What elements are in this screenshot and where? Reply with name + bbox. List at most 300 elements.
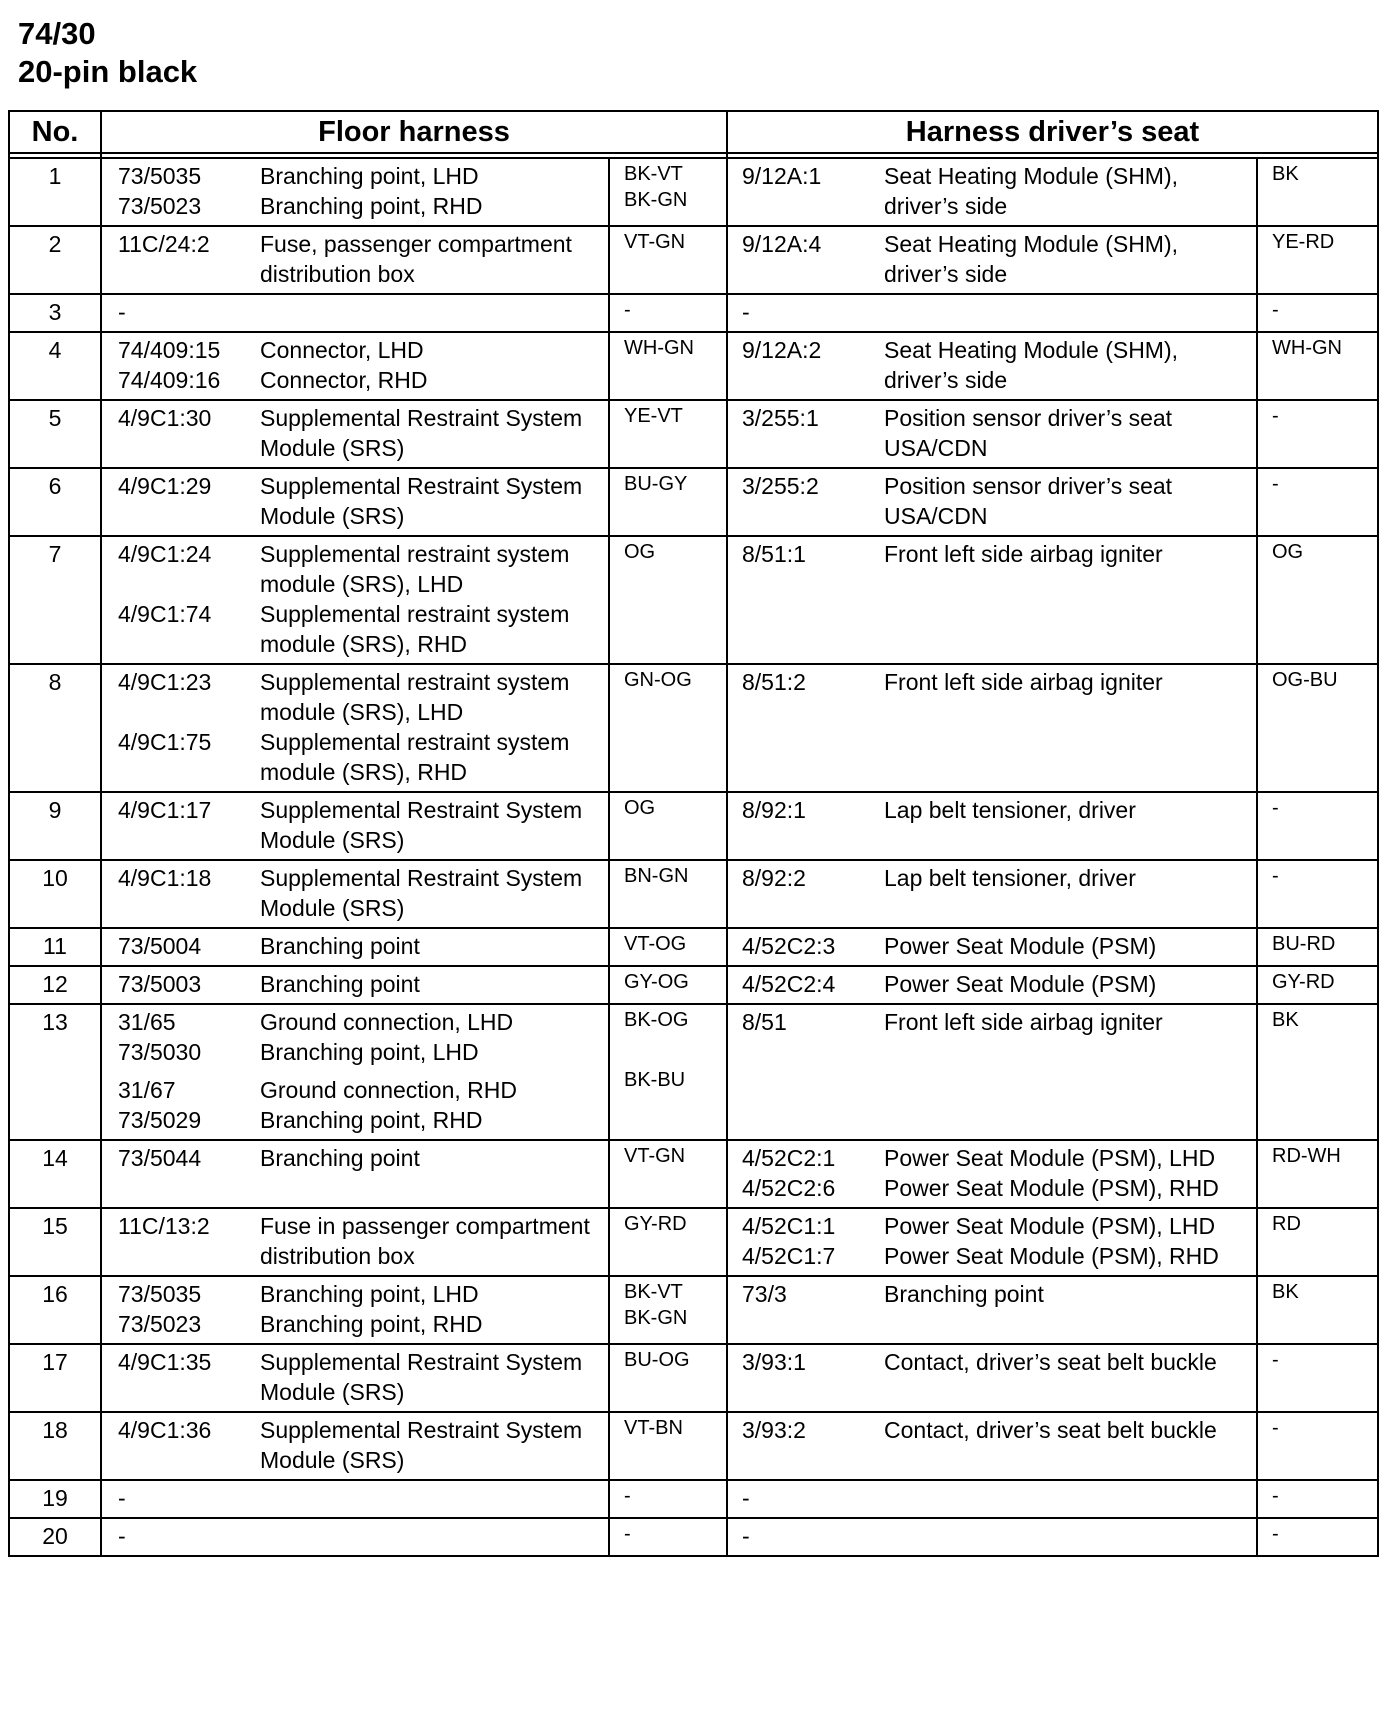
seat-connector-code: 9/12A:1 xyxy=(742,163,822,189)
floor-harness-entry xyxy=(118,599,608,659)
floor-connector-code: 4/9C1:74 xyxy=(118,601,212,627)
seat-component-desc: Contact, driver’s seat belt buckle xyxy=(884,1417,1217,1443)
seat-harness-entry xyxy=(742,297,1256,327)
seat-harness-cell xyxy=(727,860,1257,928)
floor-harness-cell xyxy=(101,536,609,664)
seat-connector-code: - xyxy=(742,299,750,325)
seat-harness-cell xyxy=(727,1004,1257,1140)
floor-connector-code: - xyxy=(118,299,126,325)
floor-wire-color-cell xyxy=(609,966,727,1004)
seat-harness-cell xyxy=(727,1140,1257,1208)
pin-number: 5 xyxy=(9,400,101,468)
pin-number: 14 xyxy=(9,1140,101,1208)
seat-harness-cell xyxy=(727,294,1257,332)
table-row xyxy=(9,468,1378,536)
floor-harness-cell xyxy=(101,1208,609,1276)
floor-wire-color-cell xyxy=(609,158,727,226)
seat-component-desc: Power Seat Module (PSM) xyxy=(884,971,1157,997)
floor-harness-entry xyxy=(118,335,608,365)
header-floor-harness: Floor harness xyxy=(101,111,727,153)
seat-harness-cell xyxy=(727,966,1257,1004)
pin-number: 3 xyxy=(9,294,101,332)
floor-connector-code: 4/9C1:75 xyxy=(118,729,212,755)
seat-harness-entry xyxy=(742,1241,1256,1271)
floor-harness-cell xyxy=(101,1344,609,1412)
seat-component-desc: Power Seat Module (PSM), LHD xyxy=(884,1145,1216,1171)
seat-harness-entry xyxy=(742,1211,1256,1241)
floor-harness-entry xyxy=(118,539,608,599)
seat-component-desc xyxy=(884,297,1256,327)
floor-connector-code: 74/409:15 xyxy=(118,337,221,363)
floor-harness-entry xyxy=(118,1007,608,1037)
seat-harness-cell xyxy=(727,1480,1257,1518)
pin-number: 15 xyxy=(9,1208,101,1276)
floor-harness-entry xyxy=(118,161,608,191)
seat-connector-code: 3/93:2 xyxy=(742,1417,806,1443)
seat-harness-entry xyxy=(742,229,1256,289)
seat-connector-code: 4/52C2:1 xyxy=(742,1145,836,1171)
pin-number: 18 xyxy=(9,1412,101,1480)
floor-wire-color: - xyxy=(624,299,631,321)
seat-harness-entry xyxy=(742,1415,1256,1445)
seat-wire-color: - xyxy=(1257,468,1378,536)
seat-harness-cell xyxy=(727,1344,1257,1412)
floor-wire-color: BK-BU xyxy=(624,1069,686,1091)
floor-harness-cell xyxy=(101,158,609,226)
floor-wire-color: OG xyxy=(624,541,656,563)
table-body xyxy=(9,158,1378,1556)
pin-number: 13 xyxy=(9,1004,101,1140)
seat-connector-code: 8/92:1 xyxy=(742,797,806,823)
floor-wire-color-cell xyxy=(609,792,727,860)
table-row xyxy=(9,226,1378,294)
seat-component-desc: Seat Heating Module (SHM), driver’s side xyxy=(884,163,1179,219)
seat-wire-color: - xyxy=(1257,1412,1378,1480)
pinout-table xyxy=(8,110,1379,1557)
seat-component-desc: Lap belt tensioner, driver xyxy=(884,797,1136,823)
floor-harness-entry xyxy=(118,1309,608,1339)
seat-wire-color: BK xyxy=(1257,1004,1378,1140)
connector-description: 20-pin black xyxy=(18,54,198,89)
floor-connector-code: - xyxy=(118,1523,126,1549)
seat-connector-code: 4/52C2:6 xyxy=(742,1175,836,1201)
floor-wire-color: - xyxy=(624,1485,631,1507)
seat-wire-color: RD xyxy=(1257,1208,1378,1276)
floor-component-desc: Ground connection, RHD xyxy=(260,1077,517,1103)
seat-harness-entry xyxy=(742,863,1256,893)
floor-harness-cell xyxy=(101,1004,609,1140)
seat-connector-code: 8/51:1 xyxy=(742,541,806,567)
floor-wire-color: VT-GN xyxy=(624,1145,686,1167)
seat-wire-color: YE-RD xyxy=(1257,226,1378,294)
floor-connector-code: 4/9C1:18 xyxy=(118,865,212,891)
seat-connector-code: 3/255:2 xyxy=(742,473,819,499)
floor-component-desc: Supplemental Restraint System Module (SRS) xyxy=(260,1349,583,1405)
floor-wire-color: BK-GN xyxy=(624,1307,688,1329)
floor-connector-code: 11C/24:2 xyxy=(118,231,210,257)
table-row xyxy=(9,928,1378,966)
floor-connector-code: 11C/13:2 xyxy=(118,1213,210,1239)
floor-harness-entry xyxy=(118,1143,608,1173)
pin-number: 16 xyxy=(9,1276,101,1344)
floor-wire-color-cell xyxy=(609,664,727,792)
floor-component-desc: Supplemental Restraint System Module (SRS) xyxy=(260,405,583,461)
seat-connector-code: 73/3 xyxy=(742,1281,787,1307)
floor-harness-cell xyxy=(101,294,609,332)
seat-harness-entry xyxy=(742,1007,1256,1037)
seat-harness-entry xyxy=(742,1483,1256,1513)
seat-harness-entry xyxy=(742,795,1256,825)
seat-harness-entry xyxy=(742,969,1256,999)
floor-harness-entry xyxy=(118,863,608,923)
table-row xyxy=(9,1480,1378,1518)
floor-connector-code: 4/9C1:35 xyxy=(118,1349,212,1375)
floor-harness-cell xyxy=(101,468,609,536)
pin-number: 12 xyxy=(9,966,101,1004)
floor-wire-color-cell xyxy=(609,332,727,400)
table-row xyxy=(9,1004,1378,1140)
seat-wire-color: - xyxy=(1257,400,1378,468)
seat-connector-code: - xyxy=(742,1485,750,1511)
floor-component-desc: Supplemental restraint system module (SRS), RHD xyxy=(260,729,570,785)
floor-harness-cell xyxy=(101,928,609,966)
floor-component-desc: Supplemental restraint system module (SRS), LHD xyxy=(260,669,570,725)
floor-wire-color: GY-RD xyxy=(624,1213,687,1235)
pin-number: 8 xyxy=(9,664,101,792)
seat-component-desc xyxy=(884,1521,1256,1551)
seat-harness-entry xyxy=(742,1173,1256,1203)
seat-wire-color: BK xyxy=(1257,158,1378,226)
floor-wire-color: OG xyxy=(624,797,656,819)
floor-wire-color: BK-GN xyxy=(624,189,688,211)
floor-wire-color: BN-GN xyxy=(624,865,689,887)
seat-component-desc: Contact, driver’s seat belt buckle xyxy=(884,1349,1217,1375)
floor-harness-entry xyxy=(118,1279,608,1309)
seat-connector-code: 8/51 xyxy=(742,1009,787,1035)
floor-wire-color-cell xyxy=(609,1412,727,1480)
seat-harness-cell xyxy=(727,1412,1257,1480)
floor-harness-cell xyxy=(101,400,609,468)
floor-wire-color-cell xyxy=(609,1004,727,1140)
seat-harness-cell xyxy=(727,1518,1257,1556)
table-row xyxy=(9,664,1378,792)
pin-number: 1 xyxy=(9,158,101,226)
table-row xyxy=(9,294,1378,332)
table-row xyxy=(9,400,1378,468)
table-row xyxy=(9,1140,1378,1208)
floor-connector-code: 4/9C1:29 xyxy=(118,473,212,499)
floor-harness-cell xyxy=(101,1518,609,1556)
seat-wire-color: BU-RD xyxy=(1257,928,1378,966)
floor-connector-code: 73/5035 xyxy=(118,163,202,189)
floor-component-desc: Branching point, LHD xyxy=(260,1281,479,1307)
floor-harness-entry xyxy=(118,471,608,531)
spacer xyxy=(118,1067,608,1075)
connector-number: 74/30 xyxy=(18,16,96,51)
floor-component-desc: Branching point, LHD xyxy=(260,163,479,189)
table-row xyxy=(9,158,1378,226)
table-row xyxy=(9,860,1378,928)
floor-wire-color: BU-OG xyxy=(624,1349,690,1371)
seat-harness-cell xyxy=(727,792,1257,860)
floor-harness-cell xyxy=(101,792,609,860)
seat-connector-code: 8/92:2 xyxy=(742,865,806,891)
floor-connector-code: 4/9C1:36 xyxy=(118,1417,212,1443)
floor-component-desc: Branching point xyxy=(260,933,420,959)
floor-harness-entry xyxy=(118,1483,608,1513)
table-row xyxy=(9,1518,1378,1556)
floor-wire-color xyxy=(624,1033,726,1059)
seat-harness-entry xyxy=(742,161,1256,221)
seat-connector-code: 4/52C2:3 xyxy=(742,933,836,959)
floor-component-desc: Branching point xyxy=(260,1145,420,1171)
floor-harness-entry xyxy=(118,1075,608,1105)
floor-component-desc: Supplemental Restraint System Module (SRS) xyxy=(260,797,583,853)
seat-wire-color: GY-RD xyxy=(1257,966,1378,1004)
floor-harness-cell xyxy=(101,332,609,400)
floor-harness-cell xyxy=(101,966,609,1004)
floor-connector-code: 73/5023 xyxy=(118,193,202,219)
pin-number: 11 xyxy=(9,928,101,966)
seat-component-desc: Seat Heating Module (SHM), driver’s side xyxy=(884,337,1179,393)
floor-harness-entry xyxy=(118,403,608,463)
floor-wire-color: VT-GN xyxy=(624,231,686,253)
floor-connector-code: 73/5035 xyxy=(118,1281,202,1307)
floor-wire-color: BK-VT xyxy=(624,1281,683,1303)
floor-harness-cell xyxy=(101,226,609,294)
floor-wire-color: VT-BN xyxy=(624,1417,683,1439)
floor-connector-code: 73/5030 xyxy=(118,1039,202,1065)
floor-connector-code: 4/9C1:23 xyxy=(118,669,212,695)
seat-connector-code: - xyxy=(742,1523,750,1549)
pin-number: 7 xyxy=(9,536,101,664)
seat-wire-color: - xyxy=(1257,860,1378,928)
seat-wire-color: OG xyxy=(1257,536,1378,664)
floor-wire-color: WH-GN xyxy=(624,337,694,359)
pin-number: 17 xyxy=(9,1344,101,1412)
floor-component-desc xyxy=(260,1483,608,1513)
floor-harness-entry xyxy=(118,297,608,327)
seat-harness-cell xyxy=(727,226,1257,294)
seat-wire-color: - xyxy=(1257,294,1378,332)
seat-harness-cell xyxy=(727,400,1257,468)
floor-wire-color-cell xyxy=(609,1208,727,1276)
seat-component-desc: Position sensor driver’s seat USA/CDN xyxy=(884,473,1173,529)
seat-harness-cell xyxy=(727,664,1257,792)
table-row xyxy=(9,792,1378,860)
seat-wire-color: - xyxy=(1257,1344,1378,1412)
floor-wire-color-cell xyxy=(609,536,727,664)
seat-component-desc: Front left side airbag igniter xyxy=(884,1009,1163,1035)
seat-harness-entry xyxy=(742,335,1256,395)
floor-harness-entry xyxy=(118,229,608,289)
floor-harness-entry xyxy=(118,727,608,787)
floor-component-desc: Supplemental restraint system module (SRS), RHD xyxy=(260,601,570,657)
floor-wire-color: VT-OG xyxy=(624,933,687,955)
seat-component-desc xyxy=(884,1483,1256,1513)
table-row xyxy=(9,332,1378,400)
floor-harness-cell xyxy=(101,1140,609,1208)
seat-harness-entry xyxy=(742,667,1256,697)
seat-component-desc: Position sensor driver’s seat USA/CDN xyxy=(884,405,1173,461)
floor-wire-color-cell xyxy=(609,294,727,332)
floor-component-desc: Supplemental Restraint System Module (SRS) xyxy=(260,865,583,921)
seat-harness-entry xyxy=(742,471,1256,531)
floor-component-desc: Branching point, RHD xyxy=(260,1311,483,1337)
floor-component-desc: Branching point xyxy=(260,971,420,997)
seat-harness-cell xyxy=(727,332,1257,400)
pin-number: 10 xyxy=(9,860,101,928)
floor-wire-color: BK-VT xyxy=(624,163,683,185)
seat-harness-cell xyxy=(727,158,1257,226)
floor-harness-entry xyxy=(118,969,608,999)
seat-connector-code: 3/255:1 xyxy=(742,405,819,431)
seat-harness-entry xyxy=(742,1521,1256,1551)
seat-harness-entry xyxy=(742,931,1256,961)
floor-connector-code: 73/5003 xyxy=(118,971,202,997)
table-header-row xyxy=(9,111,1378,153)
spacer xyxy=(624,1059,726,1067)
floor-connector-code: 4/9C1:24 xyxy=(118,541,212,567)
seat-harness-entry xyxy=(742,1279,1256,1309)
seat-harness-entry xyxy=(742,403,1256,463)
floor-harness-cell xyxy=(101,1412,609,1480)
seat-connector-code: 9/12A:4 xyxy=(742,231,822,257)
seat-connector-code: 3/93:1 xyxy=(742,1349,806,1375)
seat-connector-code: 9/12A:2 xyxy=(742,337,822,363)
floor-harness-cell xyxy=(101,860,609,928)
floor-harness-entry xyxy=(118,1521,608,1551)
table-row xyxy=(9,1208,1378,1276)
floor-component-desc: Branching point, RHD xyxy=(260,1107,483,1133)
table-row xyxy=(9,1276,1378,1344)
header-seat-harness: Harness driver’s seat xyxy=(727,111,1378,153)
seat-wire-color: - xyxy=(1257,792,1378,860)
seat-harness-cell xyxy=(727,1208,1257,1276)
floor-component-desc: Supplemental Restraint System Module (SRS) xyxy=(260,1417,583,1473)
floor-component-desc: Connector, LHD xyxy=(260,337,424,363)
floor-harness-entry xyxy=(118,191,608,221)
floor-connector-code: 4/9C1:30 xyxy=(118,405,212,431)
seat-wire-color: WH-GN xyxy=(1257,332,1378,400)
floor-wire-color: BU-GY xyxy=(624,473,688,495)
floor-component-desc: Ground connection, LHD xyxy=(260,1009,514,1035)
seat-wire-color: RD-WH xyxy=(1257,1140,1378,1208)
seat-harness-entry xyxy=(742,1143,1256,1173)
pin-number: 4 xyxy=(9,332,101,400)
header-no: No. xyxy=(9,111,101,153)
floor-component-desc: Supplemental Restraint System Module (SRS) xyxy=(260,473,583,529)
floor-harness-entry xyxy=(118,1105,608,1135)
seat-component-desc: Power Seat Module (PSM), RHD xyxy=(884,1243,1219,1269)
floor-wire-color-cell xyxy=(609,1518,727,1556)
seat-component-desc: Lap belt tensioner, driver xyxy=(884,865,1136,891)
seat-component-desc: Branching point xyxy=(884,1281,1044,1307)
floor-component-desc: Supplemental restraint system module (SRS), LHD xyxy=(260,541,570,597)
seat-component-desc: Power Seat Module (PSM), LHD xyxy=(884,1213,1216,1239)
floor-wire-color-cell xyxy=(609,1344,727,1412)
seat-harness-cell xyxy=(727,928,1257,966)
floor-harness-entry xyxy=(118,795,608,855)
floor-component-desc xyxy=(260,297,608,327)
floor-wire-color-cell xyxy=(609,1276,727,1344)
pin-number: 2 xyxy=(9,226,101,294)
seat-harness-entry xyxy=(742,1347,1256,1377)
floor-wire-color-cell xyxy=(609,226,727,294)
floor-harness-cell xyxy=(101,1276,609,1344)
floor-wire-color: BK-OG xyxy=(624,1009,689,1031)
floor-wire-color: YE-VT xyxy=(624,405,683,427)
seat-connector-code: 4/52C2:4 xyxy=(742,971,836,997)
table-row xyxy=(9,966,1378,1004)
pin-number: 20 xyxy=(9,1518,101,1556)
floor-harness-entry xyxy=(118,1415,608,1475)
floor-wire-color-cell xyxy=(609,400,727,468)
seat-harness-cell xyxy=(727,1276,1257,1344)
table-row xyxy=(9,1344,1378,1412)
floor-harness-entry xyxy=(118,365,608,395)
seat-component-desc: Front left side airbag igniter xyxy=(884,669,1163,695)
floor-connector-code: 31/67 xyxy=(118,1077,176,1103)
seat-connector-code: 8/51:2 xyxy=(742,669,806,695)
floor-connector-code: - xyxy=(118,1485,126,1511)
floor-harness-entry xyxy=(118,931,608,961)
floor-wire-color-cell xyxy=(609,1140,727,1208)
floor-connector-code: 73/5023 xyxy=(118,1311,202,1337)
pin-number: 9 xyxy=(9,792,101,860)
floor-wire-color: - xyxy=(624,1523,631,1545)
seat-wire-color: OG-BU xyxy=(1257,664,1378,792)
seat-connector-code: 4/52C1:7 xyxy=(742,1243,836,1269)
floor-connector-code: 73/5044 xyxy=(118,1145,202,1171)
floor-component-desc xyxy=(260,1521,608,1551)
floor-harness-entry xyxy=(118,1347,608,1407)
floor-connector-code: 31/65 xyxy=(118,1009,176,1035)
floor-harness-entry xyxy=(118,667,608,727)
floor-harness-entry xyxy=(118,1037,608,1067)
seat-wire-color: BK xyxy=(1257,1276,1378,1344)
floor-harness-cell xyxy=(101,1480,609,1518)
seat-harness-cell xyxy=(727,536,1257,664)
floor-connector-code: 73/5029 xyxy=(118,1107,202,1133)
floor-component-desc: Fuse in passenger compartment distribution box xyxy=(260,1213,590,1269)
floor-harness-entry xyxy=(118,1211,608,1271)
floor-component-desc: Connector, RHD xyxy=(260,367,428,393)
floor-component-desc: Branching point, RHD xyxy=(260,193,483,219)
floor-wire-color-cell xyxy=(609,928,727,966)
seat-harness-entry xyxy=(742,539,1256,569)
floor-wire-color-cell xyxy=(609,1480,727,1518)
floor-connector-code: 73/5004 xyxy=(118,933,202,959)
seat-wire-color: - xyxy=(1257,1518,1378,1556)
seat-connector-code: 4/52C1:1 xyxy=(742,1213,836,1239)
floor-component-desc: Fuse, passenger compartment distribution box xyxy=(260,231,572,287)
table-row xyxy=(9,536,1378,664)
floor-component-desc: Branching point, LHD xyxy=(260,1039,479,1065)
seat-component-desc: Seat Heating Module (SHM), driver’s side xyxy=(884,231,1179,287)
floor-harness-cell xyxy=(101,664,609,792)
floor-connector-code: 74/409:16 xyxy=(118,367,221,393)
floor-wire-color-cell xyxy=(609,468,727,536)
floor-wire-color: GN-OG xyxy=(624,669,692,691)
floor-wire-color-cell xyxy=(609,860,727,928)
seat-harness-cell xyxy=(727,468,1257,536)
floor-connector-code: 4/9C1:17 xyxy=(118,797,212,823)
seat-component-desc: Power Seat Module (PSM) xyxy=(884,933,1157,959)
pin-number: 6 xyxy=(9,468,101,536)
table-row xyxy=(9,1412,1378,1480)
floor-wire-color: GY-OG xyxy=(624,971,689,993)
